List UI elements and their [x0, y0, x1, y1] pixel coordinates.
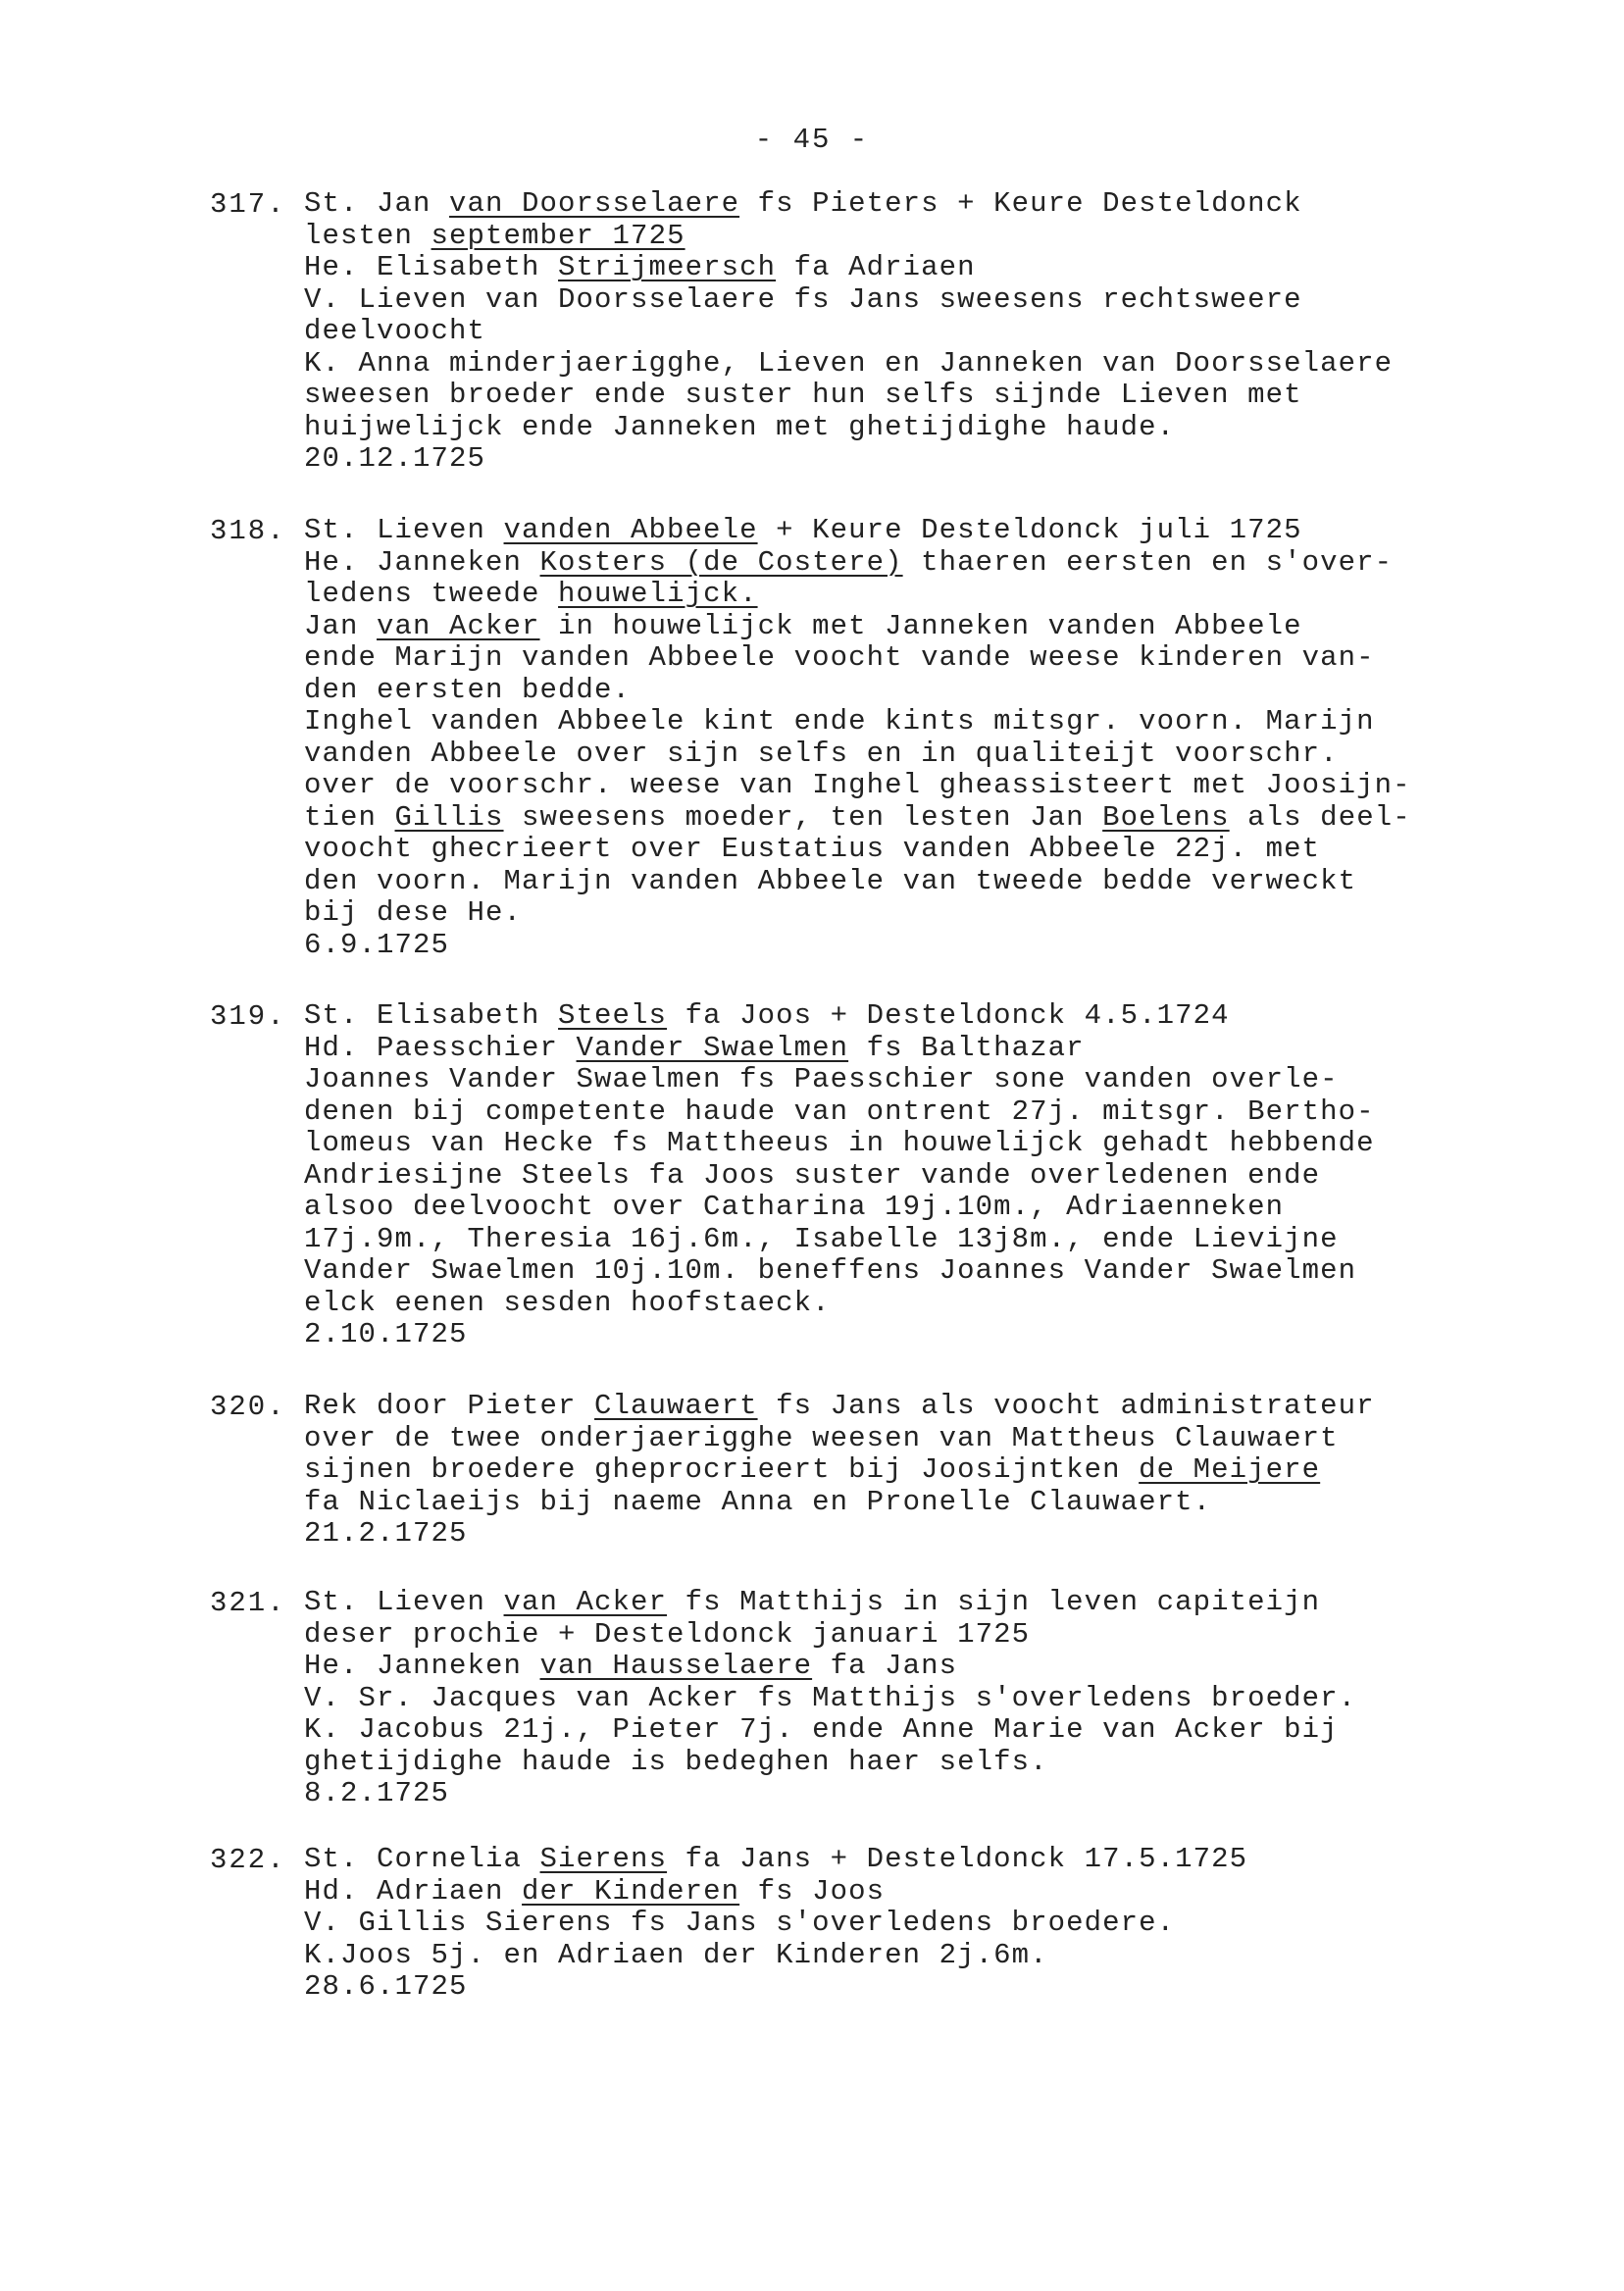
entry-text	[304, 1844, 1530, 2004]
entry-number: 321.	[210, 1587, 286, 1619]
text-segment: sweesens moeder, ten lesten Jan	[503, 800, 1103, 834]
text-segment: K. Jacobus 21j., Pieter 7j. ende Anne Marie van Acker bij	[304, 1713, 1339, 1746]
text-segment: elck eenen sesden hoofstaeck.	[304, 1286, 831, 1319]
text-segment: sweesen broeder ende suster hun selfs sijnde Lieven met	[304, 379, 1302, 411]
underlined-name: vanden Abbeele	[503, 514, 758, 546]
text-line	[304, 1587, 1530, 1619]
text-line	[304, 675, 1530, 707]
text-line	[304, 1876, 1530, 1909]
text-line	[304, 738, 1530, 771]
text-segment: fa Jans	[812, 1650, 958, 1682]
text-segment: fs Pieters + Keure Desteldonck	[739, 187, 1302, 220]
text-line	[304, 1255, 1530, 1288]
underlined-name: der Kinderen	[522, 1874, 740, 1908]
text-segment: fs Joos	[739, 1874, 886, 1908]
text-segment: huijwelijck ende Janneken met ghetijdighe haude.	[304, 410, 1176, 443]
text-segment: He. Janneken	[304, 545, 540, 579]
text-segment: over de voorschr. weese van Inghel gheassisteert met Joosijn-	[304, 769, 1411, 801]
text-segment: fs Jans als voocht administrateur	[757, 1390, 1375, 1422]
text-line	[304, 706, 1530, 738]
text-segment: K.Joos 5j. en Adriaen der Kinderen 2j.6m.	[304, 1938, 1048, 1971]
text-line	[304, 1000, 1530, 1033]
text-segment: Inghel vanden Abbeele kint ende kints mitsgr. voorn. Marijn	[304, 705, 1375, 738]
text-line	[304, 930, 1530, 962]
text-line	[304, 1747, 1530, 1779]
entry-number: 322.	[210, 1844, 286, 1876]
text-segment: He. Janneken	[304, 1650, 540, 1682]
text-line	[304, 316, 1530, 348]
text-segment: Rek door Pieter	[304, 1390, 595, 1422]
text-line	[304, 1423, 1530, 1455]
text-line	[304, 834, 1530, 866]
text-line	[304, 1940, 1530, 1972]
text-segment: deelvoocht	[304, 315, 486, 347]
text-line	[304, 380, 1530, 412]
underlined-name: van Acker	[503, 1586, 668, 1618]
text-segment: Hd. Adriaen	[304, 1874, 523, 1908]
text-segment: K. Anna minderjaerigghe, Lieven en Janneken van Doorsselaere	[304, 346, 1394, 380]
text-segment: lesten	[304, 219, 431, 252]
text-segment: 6.9.1725	[304, 928, 450, 961]
entry-number: 317.	[210, 188, 286, 221]
text-line	[304, 547, 1530, 580]
text-segment: fa Adriaen	[776, 251, 976, 283]
underlined-name: Kosters (de Costere)	[539, 545, 903, 579]
text-segment: denen bij competente haude van ontrent 27j. mitsgr. Bertho-	[304, 1095, 1375, 1128]
text-line	[304, 897, 1530, 930]
underlined-name: de Meijere	[1139, 1453, 1321, 1486]
text-line	[304, 412, 1530, 444]
text-segment: alsoo deelvoocht over Catharina 19j.10m., Adriaenneken	[304, 1191, 1285, 1223]
text-line	[304, 1128, 1530, 1160]
text-segment: He. Elisabeth	[304, 251, 559, 283]
text-line	[304, 770, 1530, 802]
text-segment: fa Niclaeijs bij naeme Anna en Pronelle Clauwaert.	[304, 1485, 1212, 1518]
text-line	[304, 1192, 1530, 1224]
text-segment: + Keure Desteldonck juli 1725	[757, 514, 1302, 546]
text-line	[304, 1319, 1530, 1351]
underlined-name: Gillis	[394, 800, 504, 834]
text-line	[304, 611, 1530, 643]
text-segment: St. Jan	[304, 187, 450, 220]
text-segment: 21.2.1725	[304, 1517, 468, 1550]
text-segment: 17j.9m., Theresia 16j.6m., Isabelle 13j8m., ende Lievijne	[304, 1222, 1339, 1255]
text-segment: Hd. Paesschier	[304, 1031, 577, 1064]
underlined-name: september 1725	[431, 219, 685, 252]
underlined-name: van Doorsselaere	[449, 187, 740, 220]
text-segment: St. Elisabeth	[304, 999, 559, 1032]
entry-number: 319.	[210, 1000, 286, 1033]
underlined-name: Boelens	[1102, 800, 1230, 834]
text-segment: fa Joos + Desteldonck 4.5.1724	[667, 999, 1230, 1032]
text-segment: V. Sr. Jacques van Acker fs Matthijs s'overledens broeder.	[304, 1681, 1357, 1714]
text-line	[304, 1288, 1530, 1320]
text-line	[304, 1487, 1530, 1519]
underlined-name: van Hausselaere	[539, 1650, 813, 1682]
underlined-name: Vander Swaelmen	[576, 1031, 849, 1064]
underlined-name: houwelijck.	[558, 578, 758, 610]
text-line	[304, 252, 1530, 284]
text-segment: Andriesijne Steels fa Joos suster vande overledenen ende	[304, 1158, 1321, 1192]
text-line	[304, 1518, 1530, 1551]
text-line	[304, 1224, 1530, 1256]
page-number: - 45 -	[754, 124, 870, 156]
text-segment: 20.12.1725	[304, 442, 486, 475]
underlined-name: Sierens	[539, 1843, 668, 1875]
text-line	[304, 802, 1530, 835]
entry-number: 320.	[210, 1391, 286, 1423]
text-segment: fs Matthijs in sijn leven capiteijn	[667, 1586, 1321, 1618]
text-line	[304, 1160, 1530, 1193]
text-line	[304, 1971, 1530, 2004]
underlined-name: Steels	[558, 999, 668, 1032]
text-segment: V. Gillis Sierens fs Jans s'overledens broedere.	[304, 1907, 1176, 1939]
text-segment: 28.6.1725	[304, 1970, 468, 2003]
text-line	[304, 515, 1530, 547]
text-segment: deser prochie + Desteldonck januari 1725	[304, 1617, 1031, 1651]
text-segment: St. Lieven	[304, 514, 504, 546]
text-segment: vanden Abbeele over sijn selfs en in qualiteijt voorschr.	[304, 737, 1339, 770]
text-line	[304, 221, 1530, 253]
text-line	[304, 1033, 1530, 1065]
text-line	[304, 1064, 1530, 1096]
text-segment: Vander Swaelmen 10j.10m. beneffens Joannes Vander Swaelmen	[304, 1254, 1357, 1287]
text-segment: den voorn. Marijn vanden Abbeele van tweede bedde verweckt	[304, 864, 1357, 897]
text-line	[304, 1844, 1530, 1876]
text-line	[304, 348, 1530, 381]
text-line	[304, 866, 1530, 898]
text-line	[304, 1651, 1530, 1683]
text-line	[304, 1908, 1530, 1940]
text-segment: ende Marijn vanden Abbeele voocht vande weese kinderen van-	[304, 641, 1375, 674]
text-segment: ledens tweede	[304, 578, 559, 610]
entry-number: 318.	[210, 515, 286, 547]
entry-text	[304, 1391, 1530, 1551]
text-segment: V. Lieven van Doorsselaere fs Jans sweesens rechtsweere	[304, 282, 1302, 316]
text-segment: fa Jans + Desteldonck 17.5.1725	[667, 1843, 1248, 1875]
text-segment: ghetijdighe haude is bedeghen haer selfs.	[304, 1745, 1048, 1778]
text-line	[304, 1096, 1530, 1129]
text-line	[304, 1778, 1530, 1810]
text-segment: thaeren eersten en s'over-	[902, 545, 1394, 579]
entry-text	[304, 515, 1530, 961]
text-segment: tien	[304, 800, 395, 834]
text-segment: 2.10.1725	[304, 1318, 468, 1350]
text-segment: Jan	[304, 609, 378, 642]
text-segment: voocht ghecrieert over Eustatius vanden Abbeele 22j. met	[304, 833, 1321, 865]
text-line	[304, 1391, 1530, 1423]
text-segment: 8.2.1725	[304, 1777, 450, 1809]
entry-text	[304, 1000, 1530, 1351]
text-line	[304, 579, 1530, 611]
text-line	[304, 1714, 1530, 1747]
text-line	[304, 1619, 1530, 1652]
entry-text	[304, 188, 1530, 476]
underlined-name: Clauwaert	[594, 1390, 758, 1422]
underlined-name: van Acker	[377, 609, 540, 642]
text-line	[304, 188, 1530, 221]
text-segment: den eersten bedde.	[304, 673, 632, 706]
text-line	[304, 642, 1530, 675]
text-segment: in houwelijck met Janneken vanden Abbeele	[539, 609, 1302, 642]
text-segment: fs Balthazar	[848, 1031, 1085, 1064]
text-segment: bij dese He.	[304, 896, 523, 929]
text-segment: St. Lieven	[304, 1586, 504, 1618]
text-line	[304, 1683, 1530, 1715]
entry-text	[304, 1587, 1530, 1810]
text-segment: Joannes Vander Swaelmen fs Paesschier sone vanden overle-	[304, 1063, 1339, 1095]
text-segment: over de twee onderjaerigghe weesen van Mattheus Clauwaert	[304, 1421, 1339, 1454]
text-line	[304, 284, 1530, 317]
underlined-name: Strijmeersch	[558, 251, 777, 283]
text-line	[304, 1454, 1530, 1487]
text-segment: als deel-	[1229, 800, 1411, 834]
text-segment: St. Cornelia	[304, 1843, 540, 1875]
text-line	[304, 443, 1530, 476]
text-segment: lomeus van Hecke fs Mattheeus in houwelijck gehadt hebbende	[304, 1127, 1375, 1159]
text-segment: sijnen broedere gheprocrieert bij Joosijntken	[304, 1453, 1140, 1486]
